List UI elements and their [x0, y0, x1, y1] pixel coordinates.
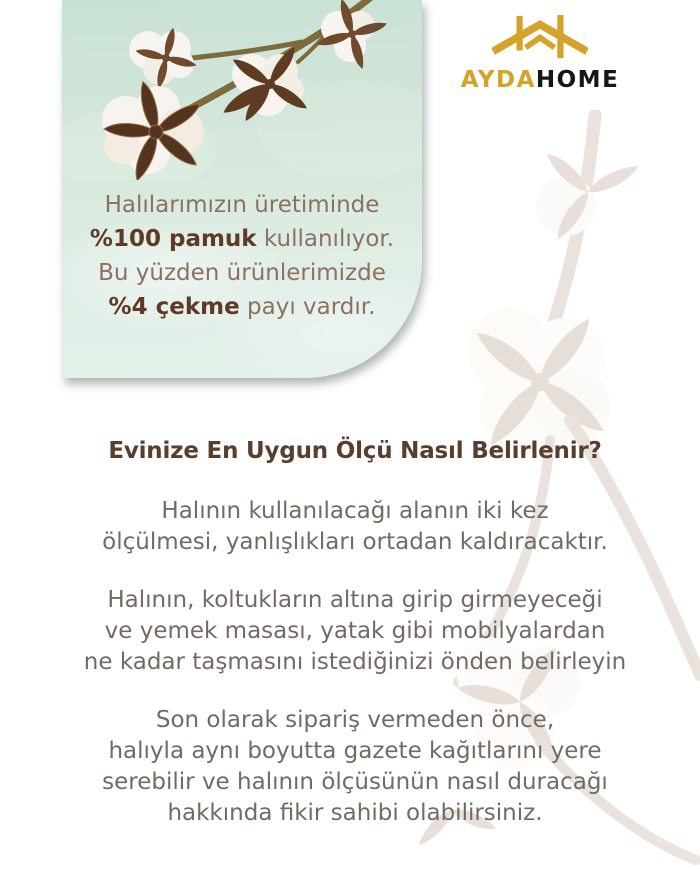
paragraph-line: Halının, koltukların altına girip girmeyeceği [107, 587, 603, 613]
card-line-4-text: payı vardır. [239, 294, 376, 320]
card-line-1-text: Halılarımızın üretiminde [104, 192, 380, 218]
card-line-4-bold: %4 çekme [108, 294, 240, 320]
cotton-photo [62, 0, 422, 180]
paragraph-furniture-overlap [25, 585, 685, 678]
brand-wordmark-ayda: AYDA [460, 67, 536, 93]
card-line-2 [68, 222, 416, 256]
paragraph-line: Halının kullanılacağı alanın iki kez [161, 498, 549, 524]
section-heading: Evinize En Uygun Ölçü Nasıl Belirlenir? [108, 438, 602, 464]
paragraph-line: Son olarak sipariş vermeden önce, [155, 707, 555, 733]
main-content [25, 436, 685, 856]
paragraph-line: hakkında fikir sahibi olabilirsiniz. [167, 800, 543, 826]
paragraph-line: ne kadar taşmasını istediğinizi önden belirleyin [83, 649, 627, 675]
card-line-3 [68, 256, 416, 290]
paragraph-line: halıyla aynı boyutta gazete kağıtlarını yere [108, 738, 602, 764]
brand-wordmark-home: HOME [535, 67, 620, 93]
card-line-4 [68, 290, 416, 324]
paragraph-newspaper-tip [25, 705, 685, 829]
paragraph-line: serebilir ve halının ölçüsünün nasıl duracağı [102, 769, 608, 795]
paragraph-line: ölçülmesi, yanlışlıkları ortadan kaldıracaktır. [102, 529, 608, 555]
card-text [62, 178, 422, 324]
brand-logo [452, 14, 628, 93]
brand-wordmark [452, 67, 628, 93]
card-line-1 [68, 188, 416, 222]
paragraph-line: ve yemek masası, yatak gibi mobilyalardan [104, 618, 606, 644]
info-card [62, 0, 422, 378]
paragraph-measure-twice [25, 496, 685, 558]
card-line-3-text: Bu yüzden ürünlerimizde [98, 260, 386, 286]
card-line-2-text: kullanılıyor. [256, 226, 395, 252]
card-line-2-bold: %100 pamuk [89, 226, 257, 252]
house-roof-icon [492, 14, 588, 60]
